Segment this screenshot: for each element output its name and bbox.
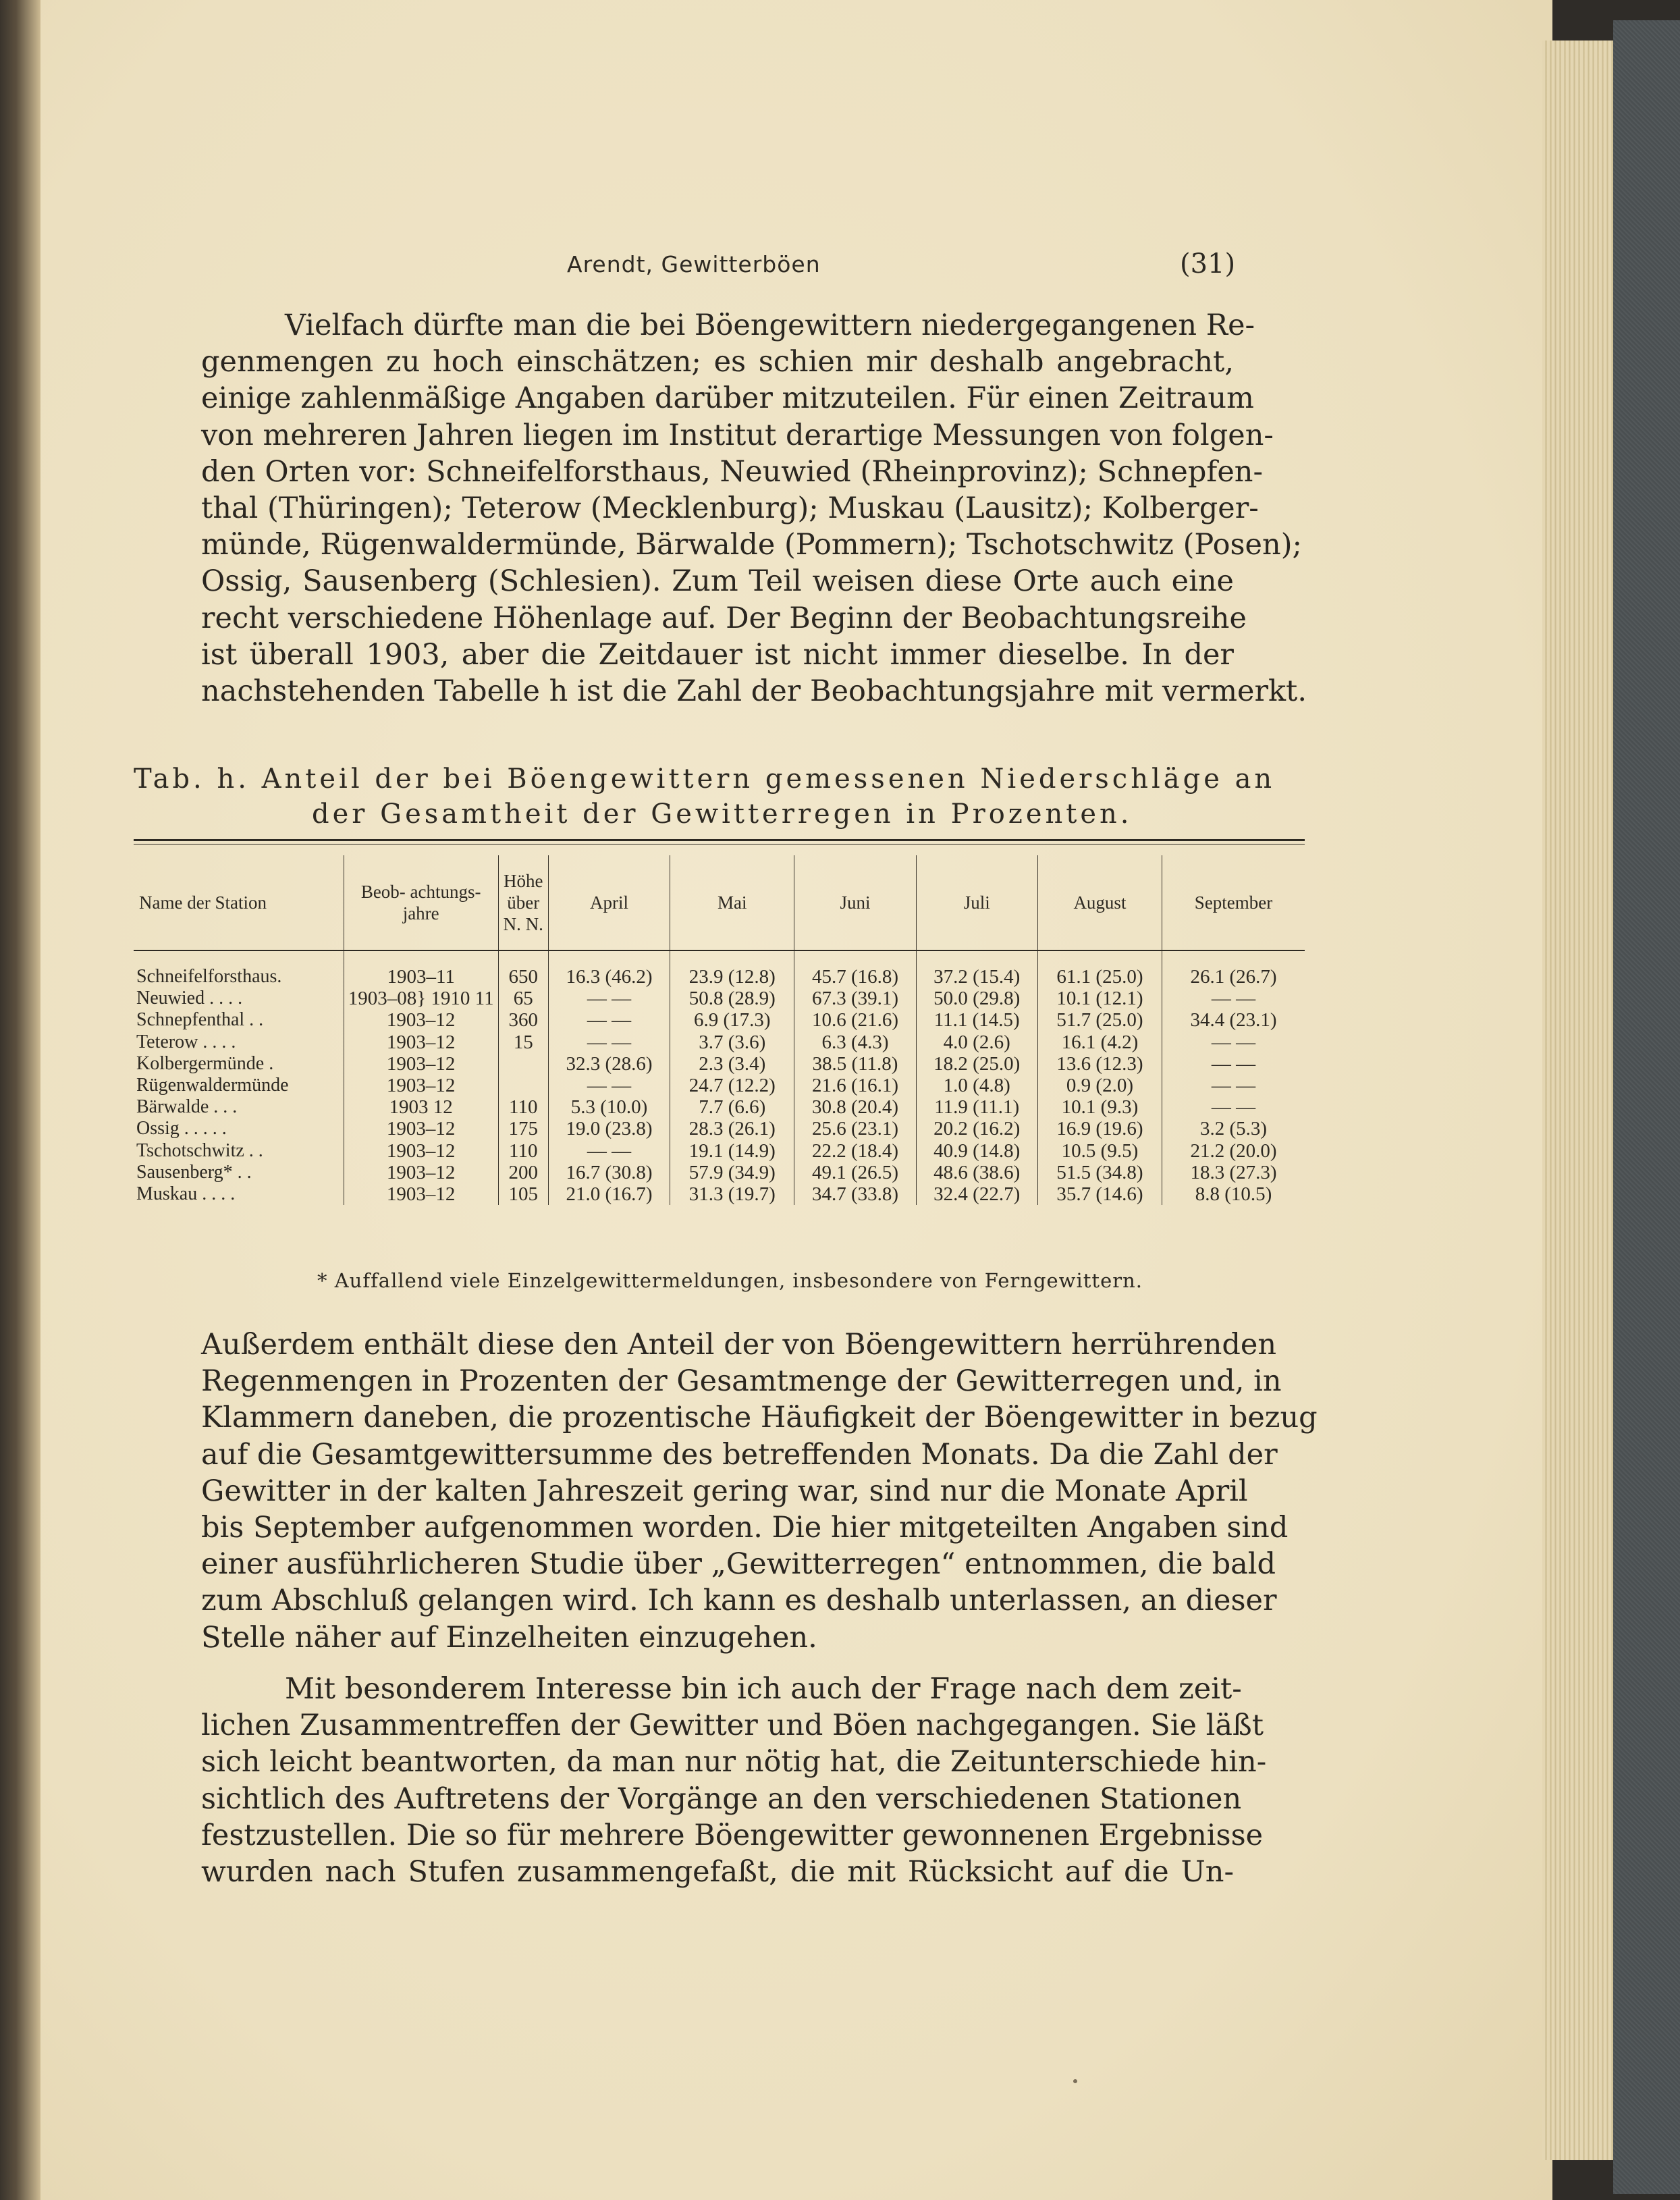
table-row: [134, 1009, 1305, 1031]
data-table: [134, 855, 1305, 1205]
table-cell-years: 1903–12: [344, 1009, 498, 1031]
table-cell-years: 1903–12: [344, 1162, 498, 1183]
table-cell-juli: 4.0 (2.6): [916, 1031, 1037, 1053]
text-line: Regenmengen in Prozenten der Gesamtmenge der Gewitterregen und, in: [201, 1364, 1282, 1399]
table-cell-august: 51.5 (34.8): [1037, 1162, 1162, 1183]
book-gutter: [0, 0, 40, 2200]
table-row: [134, 1096, 1305, 1118]
table-cell-april: — —: [548, 1075, 670, 1096]
table-cell-august: 51.7 (25.0): [1037, 1009, 1162, 1031]
table-cell-mai: 6.9 (17.3): [670, 1009, 794, 1031]
table-cell-mai: 50.8 (28.9): [670, 988, 794, 1009]
column-header: Juni: [794, 855, 916, 950]
table-cell-years: 1903–08} 1910 11: [344, 988, 498, 1009]
text-line: zum Abschluß gelangen wird. Ich kann es deshalb unterlassen, an dieser: [201, 1584, 1277, 1618]
table-cell-juni: 10.6 (21.6): [794, 1009, 916, 1031]
table-cell-august: 10.1 (12.1): [1037, 988, 1162, 1009]
table-cell-years: 1903–12: [344, 1031, 498, 1053]
caption-line-2: der Gesamtheit der Gewitterregen in Prozenten.: [312, 799, 1133, 830]
column-header: April: [548, 855, 670, 950]
table-cell-mai: 19.1 (14.9): [670, 1140, 794, 1162]
text-line: einige zahlenmäßige Angaben darüber mitzuteilen. Für einen Zeitraum: [201, 381, 1254, 416]
text-line: Ossig, Sausenberg (Schlesien). Zum Teil weisen diese Orte auch eine: [201, 564, 1234, 599]
table-cell-juli: 18.2 (25.0): [916, 1053, 1037, 1075]
table-cell-juni: 25.6 (23.1): [794, 1118, 916, 1139]
text-line: festzustellen. Die so für mehrere Böengewitter gewonnenen Ergebnisse: [201, 1818, 1264, 1852]
table-cell-juli: 20.2 (16.2): [916, 1118, 1037, 1139]
text-line: genmengen zu hoch einschätzen; es schien mir deshalb angebracht,: [201, 345, 1234, 379]
column-header: Beob- achtungs- jahre: [344, 855, 498, 950]
text-line: Mit besonderem Interesse bin ich auch der Frage nach dem zeit-: [285, 1672, 1242, 1706]
table-cell-juni: 30.8 (20.4): [794, 1096, 916, 1118]
table-cell-juni: 49.1 (26.5): [794, 1162, 916, 1183]
table-row: [134, 950, 1305, 988]
table-cell-years: 1903 12: [344, 1096, 498, 1118]
table-cell-years: 1903–11: [344, 950, 498, 988]
table-cell-september: — —: [1162, 1075, 1305, 1096]
text-line: lichen Zusammentreffen der Gewitter und Böen nachgegangen. Sie läßt: [201, 1709, 1264, 1743]
table-cell-juni: 21.6 (16.1): [794, 1075, 916, 1096]
table-cell-juli: 40.9 (14.8): [916, 1140, 1037, 1162]
table-cell-juli: 1.0 (4.8): [916, 1075, 1037, 1096]
table-cell-height: 15: [498, 1031, 548, 1053]
text-line: Gewitter in der kalten Jahreszeit gering war, sind nur die Monate April: [201, 1474, 1248, 1508]
table-cell-height: 65: [498, 988, 548, 1009]
table-cell-mai: 31.3 (19.7): [670, 1183, 794, 1205]
text-line: nachstehenden Tabelle h ist die Zahl der Beobachtungsjahre mit vermerkt.: [201, 674, 1307, 709]
table-cell-station: Bärwalde . . .: [136, 1096, 238, 1118]
table-cell-april: 19.0 (23.8): [548, 1118, 670, 1139]
text-line: bis September aufgenommen worden. Die hier mitgeteilten Angaben sind: [201, 1511, 1289, 1545]
table-cell-juli: 32.4 (22.7): [916, 1183, 1037, 1205]
table-row: [134, 1075, 1305, 1096]
table-cell-juli: 37.2 (15.4): [916, 950, 1037, 988]
table-cell-years: 1903–12: [344, 1053, 498, 1075]
text-line: münde, Rügenwaldermünde, Bärwalde (Pommern); Tschotschwitz (Posen);: [201, 528, 1302, 562]
paragraph-3: [201, 1671, 1267, 1890]
table-row: [134, 1031, 1305, 1053]
table-cell-juli: 11.9 (11.1): [916, 1096, 1037, 1118]
text-line: auf die Gesamtgewittersumme des betreffenden Monats. Da die Zahl der: [201, 1437, 1278, 1472]
table-cell-mai: 57.9 (34.9): [670, 1162, 794, 1183]
page-speck: [1073, 2079, 1077, 2083]
table-cell-april: — —: [548, 988, 670, 1009]
table-cell-height: 650: [498, 950, 548, 988]
table-cell-height: 175: [498, 1118, 548, 1139]
table-cell-mai: 23.9 (12.8): [670, 950, 794, 988]
text-line: sich leicht beantworten, da man nur nötig hat, die Zeitunterschiede hin-: [201, 1745, 1267, 1779]
table-cell-april: 16.7 (30.8): [548, 1162, 670, 1183]
table-cell-juni: 67.3 (39.1): [794, 988, 916, 1009]
table-cell-station: Rügenwaldermünde: [136, 1075, 289, 1096]
table-cell-juni: 6.3 (4.3): [794, 1031, 916, 1053]
text-line: Stelle näher auf Einzelheiten einzugehen.: [201, 1620, 817, 1655]
table-cell-september: 21.2 (20.0): [1162, 1140, 1305, 1162]
table-cell-august: 0.9 (2.0): [1037, 1075, 1162, 1096]
column-header: Mai: [670, 855, 794, 950]
table-cell-april: 32.3 (28.6): [548, 1053, 670, 1075]
running-head: Arendt, Gewitterböen: [567, 251, 821, 277]
table-cell-august: 61.1 (25.0): [1037, 950, 1162, 988]
text-line: Klammern daneben, die prozentische Häufigkeit der Böengewitter in bezug: [201, 1401, 1318, 1435]
table-cell-mai: 7.7 (6.6): [670, 1096, 794, 1118]
column-header: Höhe über N. N.: [498, 855, 548, 950]
paragraph-2: [201, 1326, 1318, 1656]
table-row: [134, 1140, 1305, 1162]
text-line: wurden nach Stufen zusammengefaßt, die mit Rücksicht auf die Un-: [201, 1855, 1234, 1889]
text-line: ist überall 1903, aber die Zeitdauer ist nicht immer dieselbe. In der: [201, 637, 1234, 672]
table-cell-station: Schnepfenthal . .: [136, 1009, 264, 1031]
table-cell-years: 1903–12: [344, 1075, 498, 1096]
table-cell-april: 21.0 (16.7): [548, 1183, 670, 1205]
table-cell-april: 16.3 (46.2): [548, 950, 670, 988]
table-row: [134, 988, 1305, 1009]
table-cell-juli: 11.1 (14.5): [916, 1009, 1037, 1031]
text-line: thal (Thüringen); Teterow (Mecklenburg); Muskau (Lausitz); Kolberger-: [201, 491, 1259, 526]
table-cell-years: 1903–12: [344, 1183, 498, 1205]
table-footnote: * Auffallend viele Einzelgewittermeldungen, insbesondere von Ferngewittern.: [317, 1269, 1143, 1292]
text-line: recht verschiedene Höhenlage auf. Der Beginn der Beobachtungsreihe: [201, 601, 1247, 635]
text-line: von mehreren Jahren liegen im Institut derartige Messungen von folgen-: [201, 418, 1274, 452]
text-line: einer ausführlicheren Studie über „Gewitterregen“ entnommen, die bald: [201, 1547, 1276, 1582]
table-cell-august: 35.7 (14.6): [1037, 1183, 1162, 1205]
table-cell-station: Tschotschwitz . .: [136, 1139, 263, 1161]
text-line: sichtlich des Auftretens der Vorgänge an den verschiedenen Stationen: [201, 1781, 1242, 1816]
table-cell-september: 34.4 (23.1): [1162, 1009, 1305, 1031]
table-cell-juni: 38.5 (11.8): [794, 1053, 916, 1075]
table-cell-juni: 22.2 (18.4): [794, 1140, 916, 1162]
table-row: [134, 1118, 1305, 1139]
table-row: [134, 1162, 1305, 1183]
table-cell-height: [498, 1053, 548, 1075]
table-cell-mai: 3.7 (3.6): [670, 1031, 794, 1053]
table-cell-height: 110: [498, 1096, 548, 1118]
table-cell-station: Sausenberg* . .: [136, 1161, 252, 1183]
table-cell-mai: 2.3 (3.4): [670, 1053, 794, 1075]
paragraph-1: [201, 307, 1307, 709]
table-cell-years: 1903–12: [344, 1140, 498, 1162]
table-cell-april: — —: [548, 1009, 670, 1031]
table-cell-september: — —: [1162, 1053, 1305, 1075]
table-body: [134, 950, 1305, 1205]
column-header: August: [1037, 855, 1162, 950]
table-cell-september: — —: [1162, 1096, 1305, 1118]
table-row: [134, 1053, 1305, 1075]
table-cell-height: 360: [498, 1009, 548, 1031]
page-edges: [1542, 41, 1613, 2160]
table-caption: [134, 761, 1308, 832]
table-cell-height: [498, 1075, 548, 1096]
table-cell-juli: 50.0 (29.8): [916, 988, 1037, 1009]
table-cell-juli: 48.6 (38.6): [916, 1162, 1037, 1183]
text-line: den Orten vor: Schneifelforsthaus, Neuwied (Rheinprovinz); Schnepfen-: [201, 454, 1263, 489]
table-cell-years: 1903–12: [344, 1118, 498, 1139]
table-cell-mai: 24.7 (12.2): [670, 1075, 794, 1096]
table-cell-height: 200: [498, 1162, 548, 1183]
table-top-rule: [134, 839, 1305, 844]
table-cell-april: — —: [548, 1140, 670, 1162]
table-cell-station: Neuwied . . . .: [136, 988, 243, 1009]
table-cell-august: 16.9 (19.6): [1037, 1118, 1162, 1139]
table-cell-september: 18.3 (27.3): [1162, 1162, 1305, 1183]
table-cell-height: 110: [498, 1140, 548, 1162]
table-cell-august: 16.1 (4.2): [1037, 1031, 1162, 1053]
table-cell-juni: 34.7 (33.8): [794, 1183, 916, 1205]
text-line: Außerdem enthält diese den Anteil der von Böengewittern herrührenden: [201, 1328, 1277, 1362]
table-cell-station: Schneifelforsthaus.: [136, 966, 282, 987]
column-header: September: [1162, 855, 1305, 950]
table-header-row: [134, 855, 1305, 950]
book-cover-board: [1613, 20, 1680, 2194]
table-cell-august: 10.1 (9.3): [1037, 1096, 1162, 1118]
table-cell-mai: 28.3 (26.1): [670, 1118, 794, 1139]
text-line: Vielfach dürfte man die bei Böengewittern niedergegangenen Re-: [285, 308, 1255, 342]
table-cell-september: 8.8 (10.5): [1162, 1183, 1305, 1205]
caption-line-1: Tab. h. Anteil der bei Böengewittern gemessenen Niederschläge an: [134, 763, 1276, 795]
table-cell-juni: 45.7 (16.8): [794, 950, 916, 988]
table-cell-station: Teterow . . . .: [136, 1031, 236, 1052]
table-cell-april: 5.3 (10.0): [548, 1096, 670, 1118]
column-header: Juli: [916, 855, 1037, 950]
page-number: (31): [1180, 248, 1236, 279]
table-cell-august: 10.5 (9.5): [1037, 1140, 1162, 1162]
table-cell-height: 105: [498, 1183, 548, 1205]
table-cell-september: 26.1 (26.7): [1162, 950, 1305, 988]
table-cell-station: Ossig . . . . .: [136, 1118, 227, 1139]
table-cell-september: — —: [1162, 1031, 1305, 1053]
table-cell-station: Kolbergermünde .: [136, 1052, 274, 1074]
table-cell-september: 3.2 (5.3): [1162, 1118, 1305, 1139]
column-header: Name der Station: [139, 892, 267, 913]
table-cell-september: — —: [1162, 988, 1305, 1009]
table-cell-april: — —: [548, 1031, 670, 1053]
table-cell-august: 13.6 (12.3): [1037, 1053, 1162, 1075]
table-cell-station: Muskau . . . .: [136, 1183, 236, 1205]
table-row: [134, 1183, 1305, 1205]
